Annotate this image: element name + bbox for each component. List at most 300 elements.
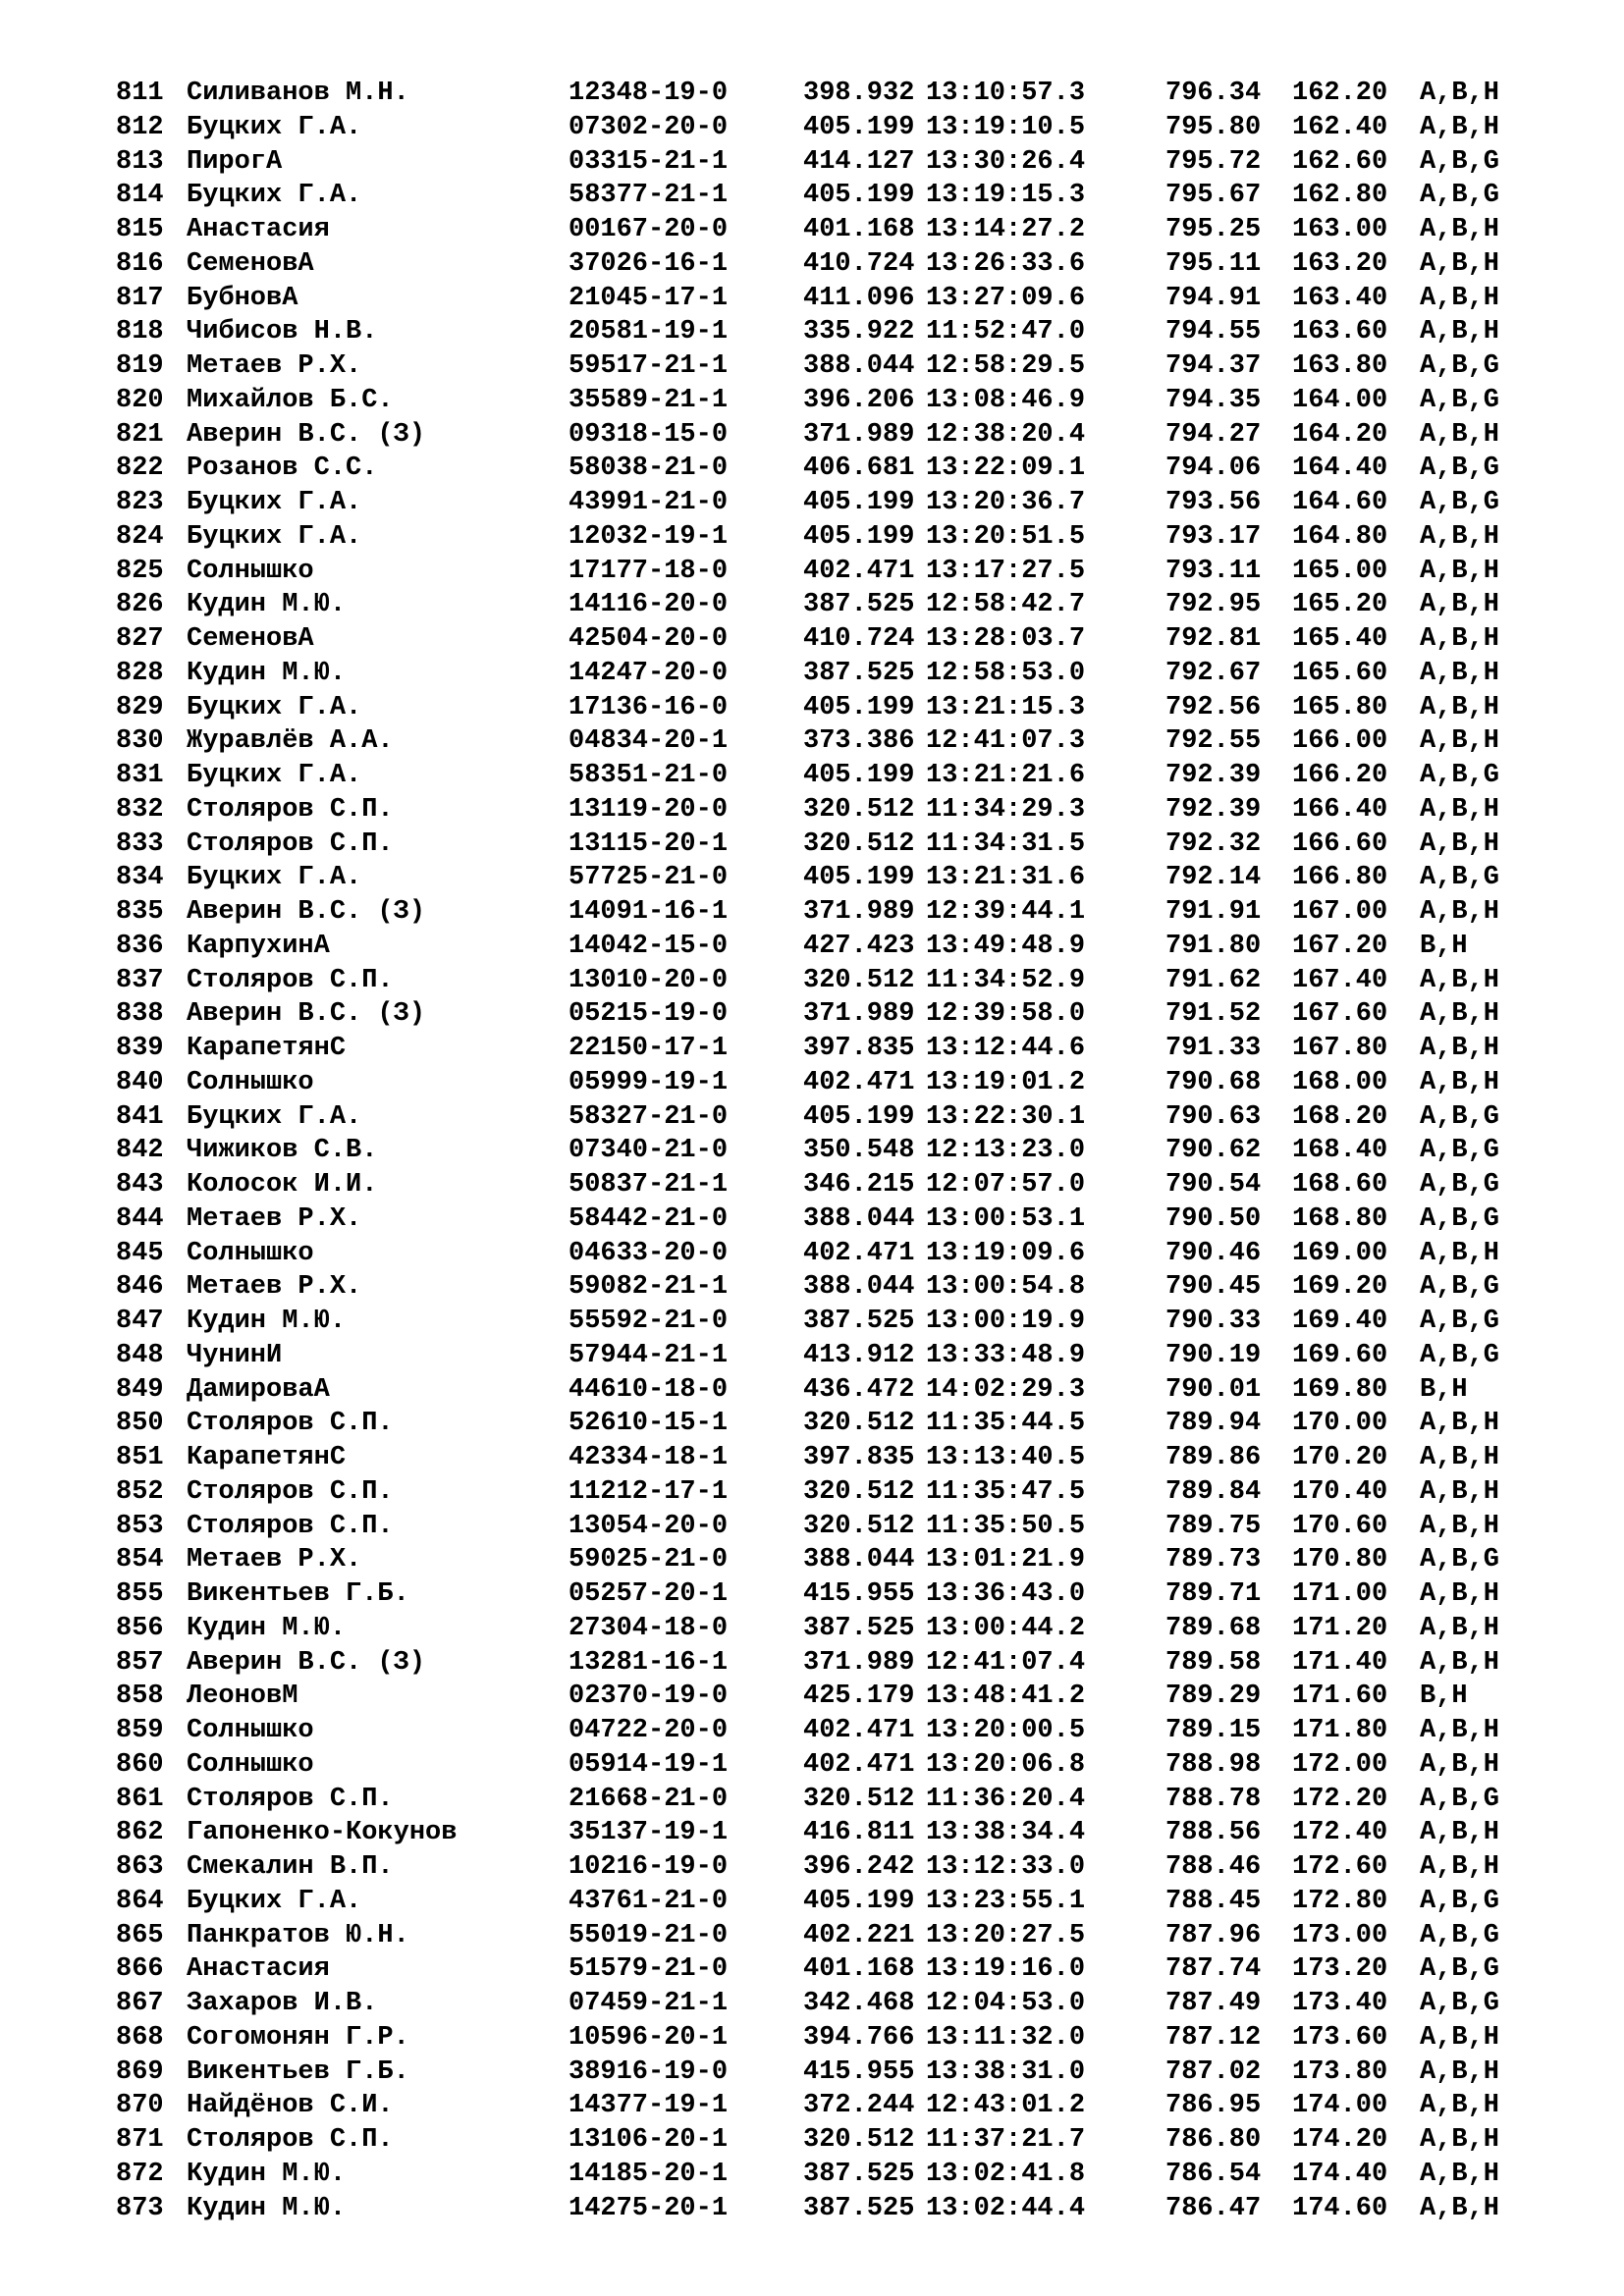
- time-cell: 13:19:09.6: [926, 1238, 1086, 1268]
- name-cell: Кудин М.Ю.: [187, 2193, 347, 2223]
- coefficient-cell: 163.60: [1292, 317, 1388, 347]
- distance-cell: 401.168: [803, 215, 915, 244]
- name-cell: Аверин В.С. (З): [187, 1647, 426, 1678]
- result-row: [0, 588, 1624, 622]
- distance-cell: 387.525: [803, 2193, 915, 2223]
- place-cell: 812: [116, 112, 164, 142]
- name-cell: Столяров С.П.: [187, 828, 394, 859]
- name-cell: СеменовА: [187, 624, 314, 654]
- place-cell: 855: [116, 1579, 164, 1609]
- coefficient-cell: 162.60: [1292, 146, 1388, 177]
- time-cell: 13:00:19.9: [926, 1307, 1086, 1336]
- speed-cell: 794.27: [1165, 419, 1262, 450]
- speed-cell: 788.46: [1165, 1852, 1262, 1882]
- place-cell: 844: [116, 1203, 164, 1234]
- place-cell: 835: [116, 897, 164, 927]
- name-cell: ЛеоновМ: [187, 1682, 298, 1712]
- category-cell: A,B,H: [1420, 897, 1500, 927]
- name-cell: ПирогА: [187, 146, 283, 177]
- ring-id-cell: 55019-21-0: [568, 1920, 729, 1950]
- category-cell: A,B,H: [1420, 965, 1500, 995]
- distance-cell: 387.525: [803, 590, 915, 620]
- result-row: [0, 1270, 1624, 1305]
- distance-cell: 410.724: [803, 248, 915, 279]
- speed-cell: 794.35: [1165, 385, 1262, 415]
- result-row: [0, 828, 1624, 862]
- name-cell: Солнышко: [187, 1067, 314, 1097]
- coefficient-cell: 166.40: [1292, 794, 1388, 825]
- distance-cell: 346.215: [803, 1170, 915, 1200]
- result-row: [0, 2123, 1624, 2158]
- name-cell: Викентьев Г.Б.: [187, 2056, 409, 2087]
- name-cell: ДамироваА: [187, 1374, 330, 1405]
- distance-cell: 425.179: [803, 1682, 915, 1712]
- name-cell: Кудин М.Ю.: [187, 1613, 347, 1643]
- place-cell: 822: [116, 454, 164, 484]
- ring-id-cell: 50837-21-1: [568, 1170, 729, 1200]
- distance-cell: 405.199: [803, 181, 915, 211]
- category-cell: A,B,H: [1420, 1852, 1500, 1882]
- speed-cell: 790.33: [1165, 1307, 1262, 1336]
- time-cell: 11:35:44.5: [926, 1409, 1086, 1439]
- name-cell: Буцких Г.А.: [187, 488, 362, 517]
- speed-cell: 790.54: [1165, 1170, 1262, 1200]
- time-cell: 13:20:06.8: [926, 1749, 1086, 1780]
- distance-cell: 320.512: [803, 1511, 915, 1541]
- name-cell: Захаров И.В.: [187, 1989, 378, 2018]
- name-cell: Аверин В.С. (З): [187, 419, 426, 450]
- place-cell: 819: [116, 351, 164, 381]
- place-cell: 817: [116, 283, 164, 313]
- ring-id-cell: 07459-21-1: [568, 1989, 729, 2018]
- ring-id-cell: 57725-21-0: [568, 863, 729, 893]
- place-cell: 831: [116, 761, 164, 790]
- time-cell: 11:34:31.5: [926, 828, 1086, 859]
- result-row: [0, 1475, 1624, 1510]
- place-cell: 849: [116, 1374, 164, 1405]
- speed-cell: 787.74: [1165, 1954, 1262, 1985]
- time-cell: 11:37:21.7: [926, 2125, 1086, 2155]
- distance-cell: 320.512: [803, 2125, 915, 2155]
- result-row: [0, 145, 1624, 180]
- coefficient-cell: 167.80: [1292, 1034, 1388, 1063]
- coefficient-cell: 174.00: [1292, 2091, 1388, 2121]
- coefficient-cell: 169.20: [1292, 1272, 1388, 1303]
- speed-cell: 786.47: [1165, 2193, 1262, 2223]
- time-cell: 13:22:09.1: [926, 454, 1086, 484]
- speed-cell: 791.33: [1165, 1034, 1262, 1063]
- coefficient-cell: 169.00: [1292, 1238, 1388, 1268]
- ring-id-cell: 37026-16-1: [568, 248, 729, 279]
- category-cell: A,B,G: [1420, 863, 1500, 893]
- distance-cell: 335.922: [803, 317, 915, 347]
- coefficient-cell: 173.20: [1292, 1954, 1388, 1985]
- ring-id-cell: 13010-20-0: [568, 965, 729, 995]
- ring-id-cell: 21668-21-0: [568, 1784, 729, 1814]
- category-cell: A,B,G: [1420, 454, 1500, 484]
- place-cell: 860: [116, 1749, 164, 1780]
- time-cell: 11:34:29.3: [926, 794, 1086, 825]
- category-cell: A,B,H: [1420, 2022, 1500, 2053]
- time-cell: 13:38:31.0: [926, 2056, 1086, 2087]
- result-row: [0, 1714, 1624, 1748]
- time-cell: 12:39:44.1: [926, 897, 1086, 927]
- time-cell: 13:21:21.6: [926, 761, 1086, 790]
- place-cell: 837: [116, 965, 164, 995]
- time-cell: 11:52:47.0: [926, 317, 1086, 347]
- result-row: [0, 213, 1624, 247]
- place-cell: 854: [116, 1545, 164, 1575]
- category-cell: A,B,H: [1420, 999, 1500, 1030]
- place-cell: 862: [116, 1818, 164, 1848]
- result-row: [0, 1543, 1624, 1577]
- place-cell: 838: [116, 999, 164, 1030]
- coefficient-cell: 172.40: [1292, 1818, 1388, 1848]
- coefficient-cell: 164.80: [1292, 521, 1388, 552]
- speed-cell: 787.96: [1165, 1920, 1262, 1950]
- time-cell: 13:19:15.3: [926, 181, 1086, 211]
- category-cell: A,B,H: [1420, 658, 1500, 688]
- ring-id-cell: 14275-20-1: [568, 2193, 729, 2223]
- ring-id-cell: 22150-17-1: [568, 1034, 729, 1063]
- result-row: [0, 247, 1624, 282]
- category-cell: A,B,H: [1420, 283, 1500, 313]
- place-cell: 815: [116, 215, 164, 244]
- result-row: [0, 179, 1624, 213]
- category-cell: A,B,H: [1420, 1034, 1500, 1063]
- coefficient-cell: 170.60: [1292, 1511, 1388, 1541]
- speed-cell: 789.86: [1165, 1443, 1262, 1472]
- speed-cell: 790.50: [1165, 1203, 1262, 1234]
- distance-cell: 387.525: [803, 1307, 915, 1336]
- ring-id-cell: 04722-20-0: [568, 1716, 729, 1745]
- name-cell: Метаев Р.Х.: [187, 1203, 362, 1234]
- name-cell: Кудин М.Ю.: [187, 590, 347, 620]
- result-row: [0, 1510, 1624, 1544]
- coefficient-cell: 174.20: [1292, 2125, 1388, 2155]
- place-cell: 864: [116, 1886, 164, 1916]
- name-cell: КарапетянС: [187, 1443, 347, 1472]
- distance-cell: 387.525: [803, 658, 915, 688]
- category-cell: A,B,H: [1420, 112, 1500, 142]
- ring-id-cell: 20581-19-1: [568, 317, 729, 347]
- ring-id-cell: 13115-20-1: [568, 828, 729, 859]
- time-cell: 13:20:27.5: [926, 1920, 1086, 1950]
- speed-cell: 793.56: [1165, 488, 1262, 517]
- time-cell: 13:19:16.0: [926, 1954, 1086, 1985]
- distance-cell: 371.989: [803, 419, 915, 450]
- distance-cell: 388.044: [803, 1203, 915, 1234]
- result-row: [0, 861, 1624, 895]
- distance-cell: 405.199: [803, 1101, 915, 1132]
- ring-id-cell: 43991-21-0: [568, 488, 729, 517]
- coefficient-cell: 173.00: [1292, 1920, 1388, 1950]
- name-cell: БубновА: [187, 283, 298, 313]
- time-cell: 12:58:29.5: [926, 351, 1086, 381]
- coefficient-cell: 172.00: [1292, 1749, 1388, 1780]
- coefficient-cell: 173.80: [1292, 2056, 1388, 2087]
- speed-cell: 792.39: [1165, 761, 1262, 790]
- category-cell: A,B,H: [1420, 590, 1500, 620]
- name-cell: Викентьев Г.Б.: [187, 1579, 409, 1609]
- category-cell: A,B,H: [1420, 828, 1500, 859]
- distance-cell: 372.244: [803, 2091, 915, 2121]
- place-cell: 824: [116, 521, 164, 552]
- name-cell: Буцких Г.А.: [187, 692, 362, 722]
- ring-id-cell: 07302-20-0: [568, 112, 729, 142]
- coefficient-cell: 163.20: [1292, 248, 1388, 279]
- time-cell: 13:02:44.4: [926, 2193, 1086, 2223]
- speed-cell: 790.68: [1165, 1067, 1262, 1097]
- result-row: [0, 1168, 1624, 1202]
- name-cell: Столяров С.П.: [187, 794, 394, 825]
- place-cell: 829: [116, 692, 164, 722]
- distance-cell: 320.512: [803, 1476, 915, 1507]
- speed-cell: 789.71: [1165, 1579, 1262, 1609]
- coefficient-cell: 165.40: [1292, 624, 1388, 654]
- distance-cell: 411.096: [803, 283, 915, 313]
- speed-cell: 788.98: [1165, 1749, 1262, 1780]
- time-cell: 12:04:53.0: [926, 1989, 1086, 2018]
- place-cell: 866: [116, 1954, 164, 1985]
- distance-cell: 414.127: [803, 146, 915, 177]
- name-cell: Чибисов Н.В.: [187, 317, 378, 347]
- place-cell: 833: [116, 828, 164, 859]
- ring-id-cell: 27304-18-0: [568, 1613, 729, 1643]
- coefficient-cell: 170.20: [1292, 1443, 1388, 1472]
- category-cell: B,H: [1420, 931, 1468, 961]
- time-cell: 13:22:30.1: [926, 1101, 1086, 1132]
- result-row: [0, 1612, 1624, 1646]
- place-cell: 830: [116, 726, 164, 757]
- name-cell: Чижиков С.В.: [187, 1136, 378, 1166]
- results-list: [0, 77, 1624, 2225]
- place-cell: 871: [116, 2125, 164, 2155]
- place-cell: 857: [116, 1647, 164, 1678]
- place-cell: 859: [116, 1716, 164, 1745]
- time-cell: 13:23:55.1: [926, 1886, 1086, 1916]
- coefficient-cell: 165.20: [1292, 590, 1388, 620]
- time-cell: 13:01:21.9: [926, 1545, 1086, 1575]
- speed-cell: 787.02: [1165, 2056, 1262, 2087]
- coefficient-cell: 171.00: [1292, 1579, 1388, 1609]
- name-cell: Согомонян Г.Р.: [187, 2022, 409, 2053]
- category-cell: A,B,G: [1420, 1170, 1500, 1200]
- place-cell: 848: [116, 1340, 164, 1370]
- time-cell: 12:58:42.7: [926, 590, 1086, 620]
- distance-cell: 410.724: [803, 624, 915, 654]
- speed-cell: 790.01: [1165, 1374, 1262, 1405]
- category-cell: A,B,H: [1420, 2125, 1500, 2155]
- result-row: [0, 1032, 1624, 1066]
- place-cell: 811: [116, 79, 164, 108]
- ring-id-cell: 10216-19-0: [568, 1852, 729, 1882]
- name-cell: Кудин М.Ю.: [187, 658, 347, 688]
- speed-cell: 791.91: [1165, 897, 1262, 927]
- time-cell: 13:19:01.2: [926, 1067, 1086, 1097]
- ring-id-cell: 38916-19-0: [568, 2056, 729, 2087]
- coefficient-cell: 167.60: [1292, 999, 1388, 1030]
- speed-cell: 790.46: [1165, 1238, 1262, 1268]
- place-cell: 826: [116, 590, 164, 620]
- speed-cell: 789.94: [1165, 1409, 1262, 1439]
- place-cell: 861: [116, 1784, 164, 1814]
- coefficient-cell: 173.60: [1292, 2022, 1388, 2053]
- category-cell: A,B,G: [1420, 1340, 1500, 1370]
- time-cell: 13:28:03.7: [926, 624, 1086, 654]
- result-row: [0, 1305, 1624, 1339]
- speed-cell: 789.84: [1165, 1476, 1262, 1507]
- category-cell: A,B,H: [1420, 794, 1500, 825]
- coefficient-cell: 170.00: [1292, 1409, 1388, 1439]
- name-cell: Кудин М.Ю.: [187, 2159, 347, 2189]
- distance-cell: 387.525: [803, 1613, 915, 1643]
- name-cell: Колосок И.И.: [187, 1170, 378, 1200]
- distance-cell: 388.044: [803, 1545, 915, 1575]
- coefficient-cell: 173.40: [1292, 1989, 1388, 2018]
- place-cell: 841: [116, 1101, 164, 1132]
- distance-cell: 402.471: [803, 556, 915, 586]
- speed-cell: 787.49: [1165, 1989, 1262, 2018]
- result-row: [0, 759, 1624, 793]
- category-cell: A,B,H: [1420, 1716, 1500, 1745]
- ring-id-cell: 14091-16-1: [568, 897, 729, 927]
- name-cell: Столяров С.П.: [187, 1476, 394, 1507]
- time-cell: 13:20:00.5: [926, 1716, 1086, 1745]
- ring-id-cell: 12032-19-1: [568, 521, 729, 552]
- coefficient-cell: 172.20: [1292, 1784, 1388, 1814]
- distance-cell: 427.423: [803, 931, 915, 961]
- distance-cell: 405.199: [803, 692, 915, 722]
- ring-id-cell: 59025-21-0: [568, 1545, 729, 1575]
- ring-id-cell: 43761-21-0: [568, 1886, 729, 1916]
- speed-cell: 790.45: [1165, 1272, 1262, 1303]
- category-cell: A,B,G: [1420, 1272, 1500, 1303]
- speed-cell: 786.95: [1165, 2091, 1262, 2121]
- time-cell: 14:02:29.3: [926, 1374, 1086, 1405]
- name-cell: ЧунинИ: [187, 1340, 283, 1370]
- result-row: [0, 2158, 1624, 2192]
- result-row: [0, 1202, 1624, 1237]
- coefficient-cell: 164.20: [1292, 419, 1388, 450]
- place-cell: 856: [116, 1613, 164, 1643]
- ring-id-cell: 03315-21-1: [568, 146, 729, 177]
- distance-cell: 371.989: [803, 1647, 915, 1678]
- place-cell: 820: [116, 385, 164, 415]
- distance-cell: 342.468: [803, 1989, 915, 2018]
- coefficient-cell: 162.40: [1292, 112, 1388, 142]
- name-cell: Гапоненко-Кокунов: [187, 1818, 458, 1848]
- distance-cell: 394.766: [803, 2022, 915, 2053]
- speed-cell: 789.68: [1165, 1613, 1262, 1643]
- time-cell: 11:35:50.5: [926, 1511, 1086, 1541]
- result-row: [0, 2089, 1624, 2123]
- time-cell: 13:00:44.2: [926, 1613, 1086, 1643]
- ring-id-cell: 14377-19-1: [568, 2091, 729, 2121]
- category-cell: A,B,G: [1420, 351, 1500, 381]
- result-row: [0, 1577, 1624, 1612]
- result-row: [0, 724, 1624, 759]
- place-cell: 825: [116, 556, 164, 586]
- place-cell: 869: [116, 2056, 164, 2087]
- speed-cell: 794.91: [1165, 283, 1262, 313]
- result-row: [0, 964, 1624, 998]
- coefficient-cell: 169.80: [1292, 1374, 1388, 1405]
- distance-cell: 401.168: [803, 1954, 915, 1985]
- name-cell: Кудин М.Ю.: [187, 1307, 347, 1336]
- time-cell: 11:36:20.4: [926, 1784, 1086, 1814]
- ring-id-cell: 13281-16-1: [568, 1647, 729, 1678]
- category-cell: A,B,H: [1420, 215, 1500, 244]
- time-cell: 13:21:31.6: [926, 863, 1086, 893]
- category-cell: A,B,H: [1420, 1443, 1500, 1472]
- category-cell: A,B,H: [1420, 692, 1500, 722]
- category-cell: A,B,G: [1420, 1989, 1500, 2018]
- category-cell: A,B,H: [1420, 1749, 1500, 1780]
- time-cell: 12:13:23.0: [926, 1136, 1086, 1166]
- category-cell: A,B,G: [1420, 1545, 1500, 1575]
- result-row: [0, 930, 1624, 964]
- coefficient-cell: 166.80: [1292, 863, 1388, 893]
- speed-cell: 795.72: [1165, 146, 1262, 177]
- distance-cell: 405.199: [803, 112, 915, 142]
- name-cell: Столяров С.П.: [187, 1409, 394, 1439]
- result-row: [0, 349, 1624, 384]
- coefficient-cell: 164.60: [1292, 488, 1388, 517]
- time-cell: 13:10:57.3: [926, 79, 1086, 108]
- ring-id-cell: 14116-20-0: [568, 590, 729, 620]
- ring-id-cell: 58377-21-1: [568, 181, 729, 211]
- place-cell: 843: [116, 1170, 164, 1200]
- speed-cell: 788.78: [1165, 1784, 1262, 1814]
- coefficient-cell: 163.80: [1292, 351, 1388, 381]
- coefficient-cell: 166.60: [1292, 828, 1388, 859]
- place-cell: 872: [116, 2159, 164, 2189]
- name-cell: Найдёнов С.И.: [187, 2091, 394, 2121]
- result-row: [0, 1237, 1624, 1271]
- place-cell: 868: [116, 2022, 164, 2053]
- category-cell: A,B,H: [1420, 1647, 1500, 1678]
- ring-id-cell: 05257-20-1: [568, 1579, 729, 1609]
- place-cell: 870: [116, 2091, 164, 2121]
- time-cell: 13:26:33.6: [926, 248, 1086, 279]
- time-cell: 13:00:53.1: [926, 1203, 1086, 1234]
- ring-id-cell: 14042-15-0: [568, 931, 729, 961]
- distance-cell: 402.471: [803, 1749, 915, 1780]
- coefficient-cell: 174.40: [1292, 2159, 1388, 2189]
- result-row: [0, 452, 1624, 486]
- result-row: [0, 1373, 1624, 1408]
- name-cell: Буцких Г.А.: [187, 761, 362, 790]
- result-row: [0, 793, 1624, 828]
- coefficient-cell: 166.20: [1292, 761, 1388, 790]
- ring-id-cell: 14247-20-0: [568, 658, 729, 688]
- place-cell: 834: [116, 863, 164, 893]
- coefficient-cell: 168.20: [1292, 1101, 1388, 1132]
- ring-id-cell: 14185-20-1: [568, 2159, 729, 2189]
- speed-cell: 792.39: [1165, 794, 1262, 825]
- name-cell: Столяров С.П.: [187, 965, 394, 995]
- result-row: [0, 1885, 1624, 1919]
- distance-cell: 416.811: [803, 1818, 915, 1848]
- time-cell: 13:27:09.6: [926, 283, 1086, 313]
- result-row: [0, 691, 1624, 725]
- speed-cell: 792.95: [1165, 590, 1262, 620]
- distance-cell: 436.472: [803, 1374, 915, 1405]
- name-cell: Солнышко: [187, 556, 314, 586]
- time-cell: 13:19:10.5: [926, 112, 1086, 142]
- ring-id-cell: 21045-17-1: [568, 283, 729, 313]
